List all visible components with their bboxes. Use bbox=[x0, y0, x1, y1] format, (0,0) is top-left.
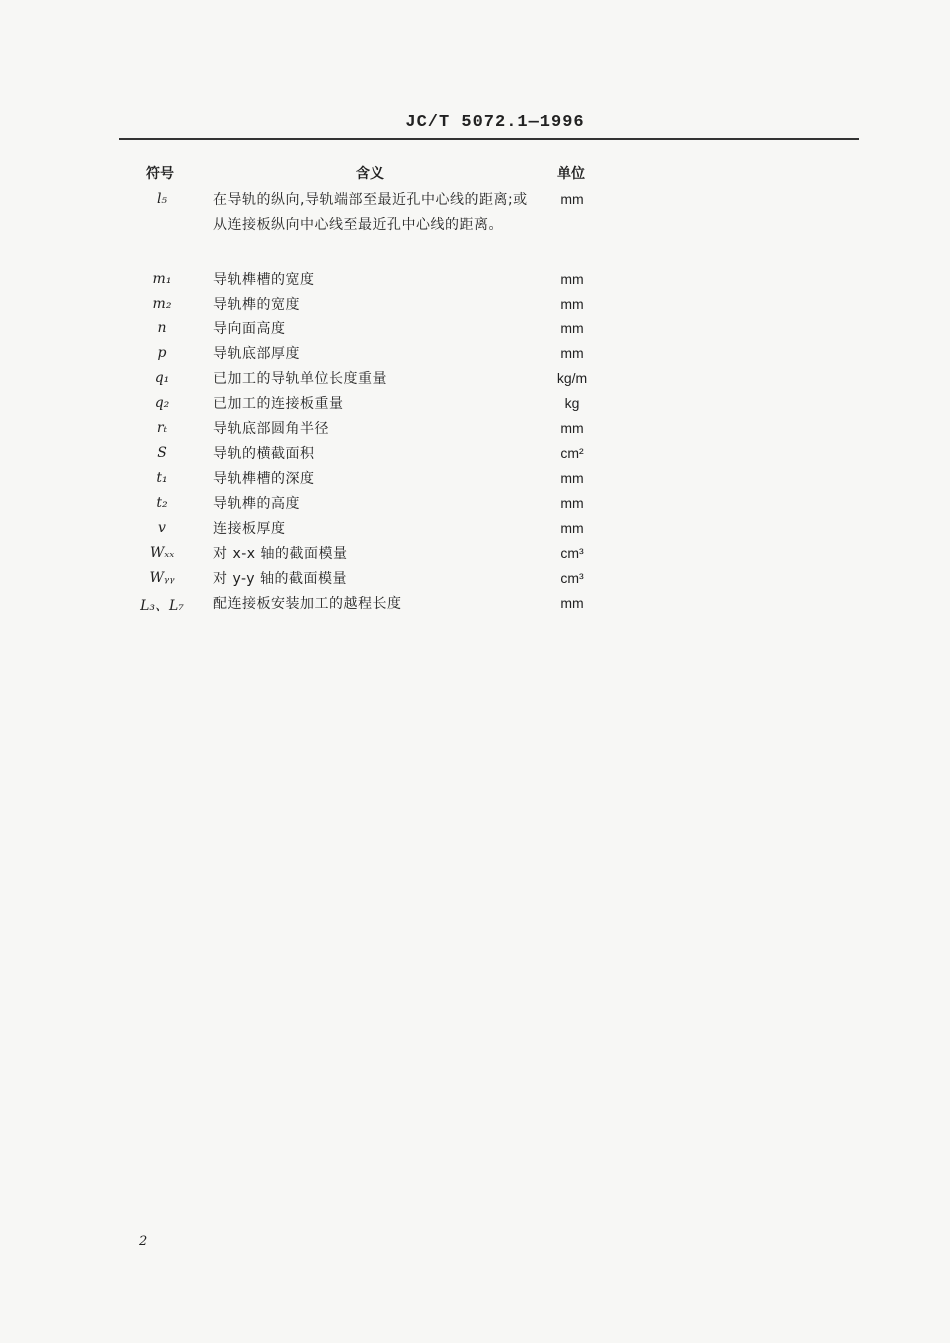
row-meaning: 导向面高度 bbox=[213, 321, 286, 337]
row-unit: mm bbox=[560, 345, 584, 361]
row-unit: mm bbox=[560, 296, 584, 312]
row-symbol: t₁ bbox=[156, 470, 168, 486]
row-symbol: p bbox=[157, 345, 167, 361]
row-meaning: 对 x-x 轴的截面模量 bbox=[213, 546, 348, 562]
row-unit: mm bbox=[560, 420, 584, 436]
row-meaning: 导轨底部厚度 bbox=[213, 346, 300, 362]
row-meaning: 已加工的导轨单位长度重量 bbox=[213, 371, 387, 387]
row-symbol: S bbox=[157, 445, 167, 461]
row-symbol: L₃、L₇ bbox=[140, 598, 184, 614]
row-symbol: l₅ bbox=[156, 191, 168, 207]
row-symbol: Wₓₓ bbox=[149, 545, 175, 561]
row-unit: mm bbox=[560, 271, 584, 287]
row-meaning: 连接板厚度 bbox=[213, 521, 286, 537]
row-unit: mm bbox=[560, 320, 584, 336]
page-number: 2 bbox=[139, 1234, 148, 1249]
row-symbol: n bbox=[157, 320, 167, 336]
row-meaning: 导轨榫的宽度 bbox=[213, 297, 300, 313]
row-symbol: v bbox=[158, 520, 166, 536]
row-meaning: 配连接板安装加工的越程长度 bbox=[213, 596, 402, 612]
row-unit: cm² bbox=[560, 445, 584, 461]
row-unit: mm bbox=[560, 520, 584, 536]
row-unit: kg/m bbox=[556, 370, 588, 386]
row-meaning: 导轨榫槽的宽度 bbox=[213, 272, 315, 288]
row-symbol: rₜ bbox=[156, 420, 168, 436]
column-header-unit: 单位 bbox=[557, 166, 585, 182]
row-meaning: 已加工的连接板重量 bbox=[213, 396, 344, 412]
row-symbol: m₂ bbox=[152, 296, 172, 312]
header-rule bbox=[119, 138, 859, 140]
row-meaning: 导轨的横截面积 bbox=[213, 446, 315, 462]
row-unit: cm³ bbox=[560, 545, 584, 561]
row-symbol: m₁ bbox=[152, 271, 172, 287]
row-unit: kg bbox=[564, 395, 580, 411]
row-unit: mm bbox=[560, 595, 584, 611]
row-meaning: 导轨榫槽的深度 bbox=[213, 471, 315, 487]
standard-number-header: JC/T 5072.1—1996 bbox=[405, 113, 585, 132]
row-meaning: 对 y-y 轴的截面模量 bbox=[213, 571, 348, 587]
row-symbol: t₂ bbox=[156, 495, 168, 511]
row-symbol: q₂ bbox=[154, 395, 170, 411]
row-unit: mm bbox=[560, 495, 584, 511]
row-unit: cm³ bbox=[560, 570, 584, 586]
row-unit: mm bbox=[560, 191, 584, 207]
row-symbol: q₁ bbox=[154, 370, 170, 386]
column-header-meaning: 含义 bbox=[356, 166, 384, 182]
row-meaning: 导轨榫的高度 bbox=[213, 496, 300, 512]
row-meaning: 导轨底部圆角半径 bbox=[213, 421, 329, 437]
row-unit: mm bbox=[560, 470, 584, 486]
column-header-symbol: 符号 bbox=[146, 166, 174, 182]
row-meaning: 在导轨的纵向,导轨端部至最近孔中心线的距离;或从连接板纵向中心线至最近孔中心线的距离。 bbox=[213, 192, 528, 233]
row-symbol: Wᵧᵧ bbox=[149, 570, 175, 586]
